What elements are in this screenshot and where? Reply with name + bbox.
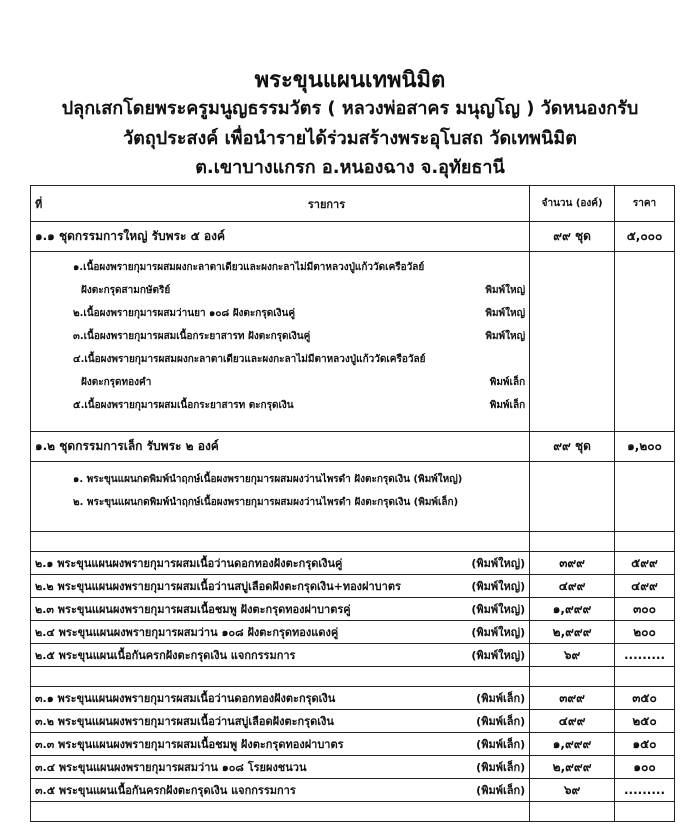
header-list-label: รายการ bbox=[307, 197, 346, 211]
list-item: ๕.เนื้อผงพรายกุมารผสมเนื้อกระยาสารท ตะกรุดเงิน พิมพ์เล็ก bbox=[73, 400, 526, 411]
list-item: ๑.เนื้อผงพรายกุมารผสมผงกะลาตาเดียวและผงกะลาไม่มีตาหลวงปู่แก้ววัดเครือวัลย์ bbox=[73, 262, 425, 273]
page-title: พระขุนแผนเทพนิมิต bbox=[254, 68, 446, 93]
set2-price: ๑,๒๐๐ bbox=[615, 432, 675, 462]
set1-price: ๕,๐๐๐ bbox=[615, 222, 675, 252]
list-item: ๔.เนื้อผงพรายกุมารผสมผงกะลาตาเดียวและผงกะลาไม่มีตาหลวงปู่แก้ววัดเครือวัลย์ bbox=[73, 354, 426, 365]
header-no: ที่ bbox=[35, 197, 43, 211]
set1-row bbox=[31, 222, 675, 252]
table-row: ๓.๒ พระขุนแผนผงพรายกุมารผสมเนื้อว่านสบู่เลือดฝังตะกรุดเงิน (พิมพ์เล็ก) ๔๙๙ ๒๕๐ bbox=[31, 710, 675, 733]
price-table bbox=[30, 185, 675, 822]
table-row: ๓.๔ พระขุนแผนผงพรายกุมารผสมว่าน ๑๐๘ โรยผงชนวน (พิมพ์เล็ก) ๒,๙๙๙ ๑๐๐ bbox=[31, 756, 675, 779]
list-item: ๓.เนื้อผงพรายกุมารผสมเนื้อกระยาสารท ฝังตะกรุดเงินคู่ พิมพ์ใหญ่ bbox=[73, 331, 526, 342]
list-item: ๒. พระขุนแผนกดพิมพ์นำฤกษ์เนื้อผงพรายกุมารผสมผงว่านไพรดำ ฝังตะกรุดเงิน (พิมพ์เล็ก) bbox=[73, 497, 459, 508]
set1-amount: ๙๙ ชุด bbox=[530, 222, 615, 252]
set2-row bbox=[31, 432, 675, 462]
header-list bbox=[31, 186, 530, 222]
set2-price-empty bbox=[615, 462, 675, 532]
set1-price-empty bbox=[615, 252, 675, 432]
header-amount: จำนวน (องค์) bbox=[530, 186, 615, 222]
subtitle-location: ต.เขาบางแกรก อ.หนองฉาง จ.อุทัยธานี bbox=[195, 157, 505, 178]
list-item: ฝังตะกรุดสามกษัตริย์ พิมพ์ใหญ่ bbox=[81, 285, 526, 296]
table-row: ๒.๔ พระขุนแผนผงพรายกุมารผสมว่าน ๑๐๘ ฝังตะกรุดทองแดงคู่ (พิมพ์ใหญ่) ๒,๙๙๙ ๒๐๐ bbox=[31, 621, 675, 644]
set2-amount-empty bbox=[530, 462, 615, 532]
table-row: ๒.๕ พระขุนแผนเนื้อกันครกฝังตะกรุดเงิน แจกกรรมการ (พิมพ์ใหญ่) ๖๙ ......... bbox=[31, 644, 675, 667]
table-row: ๒.๑ พระขุนแผนผงพรายกุมารผสมเนื้อว่านดอกทองฝังตะกรุดเงินคู่ (พิมพ์ใหญ่) ๓๙๙ ๕๙๙ bbox=[31, 552, 675, 575]
list-item: ๒.เนื้อผงพรายกุมารผสมว่านยา ๑๐๘ ฝังตะกรุดเงินคู่ พิมพ์ใหญ่ bbox=[73, 308, 526, 319]
table-row: ๒.๒ พระขุนแผนผงพรายกุมารผสมเนื้อว่านสบู่เลือดฝังตะกรุดเงิน+ทองฝาบาตร (พิมพ์ใหญ่) ๔๙๙ ๔๙๙ bbox=[31, 575, 675, 598]
set1-items bbox=[31, 252, 530, 432]
table-row: ๒.๓ พระขุนแผนผงพรายกุมารผสมเนื้อชมพู ฝังตะกรุดทองฝาบาตรคู่ (พิมพ์ใหญ่) ๑,๙๙๙ ๓๐๐ bbox=[31, 598, 675, 621]
spacer-row bbox=[31, 667, 675, 687]
spacer-row bbox=[31, 532, 675, 552]
table-row: ๓.๕ พระขุนแผนเนื้อกันครกฝังตะกรุดเงิน แจกกรรมการ (พิมพ์เล็ก) ๖๙ ......... bbox=[31, 779, 675, 802]
set2-items bbox=[31, 462, 530, 532]
set2-title: ๑.๒ ชุดกรรมการเล็ก รับพระ ๒ องค์ bbox=[31, 432, 530, 462]
subtitle-consecration: ปลุกเสกโดยพระครูมนูญธรรมวัตร ( หลวงพ่อสาคร มนุญโญ ) วัดหนองกรับ bbox=[61, 98, 639, 119]
table-header-row bbox=[31, 186, 675, 222]
list-item: ฝังตะกรุดทองคำ พิมพ์เล็ก bbox=[81, 377, 526, 388]
set2-amount: ๙๙ ชุด bbox=[530, 432, 615, 462]
spacer-row bbox=[31, 802, 675, 822]
subtitle-purpose: วัตถุประสงค์ เพื่อนำรายได้ร่วมสร้างพระอุโบสถ วัดเทพนิมิต bbox=[123, 128, 577, 149]
set1-title: ๑.๑ ชุดกรรมการใหญ่ รับพระ ๕ องค์ bbox=[31, 222, 530, 252]
set2-items-row bbox=[31, 462, 675, 532]
set1-amount-empty bbox=[530, 252, 615, 432]
header-price: ราคา bbox=[615, 186, 675, 222]
table-row: ๓.๑ พระขุนแผนผงพรายกุมารผสมเนื้อว่านดอกทองฝังตะกรุดเงิน (พิมพ์เล็ก) ๓๙๙ ๓๕๐ bbox=[31, 687, 675, 710]
list-item: ๑. พระขุนแผนกดพิมพ์นำฤกษ์เนื้อผงพรายกุมารผสมผงว่านไพรดำ ฝังตะกรุดเงิน (พิมพ์ใหญ่) bbox=[73, 474, 463, 485]
table-row: ๓.๓ พระขุนแผนผงพรายกุมารผสมเนื้อชมพู ฝังตะกรุดทองฝาบาตร (พิมพ์เล็ก) ๑,๙๙๙ ๑๕๐ bbox=[31, 733, 675, 756]
set1-items-row bbox=[31, 252, 675, 432]
